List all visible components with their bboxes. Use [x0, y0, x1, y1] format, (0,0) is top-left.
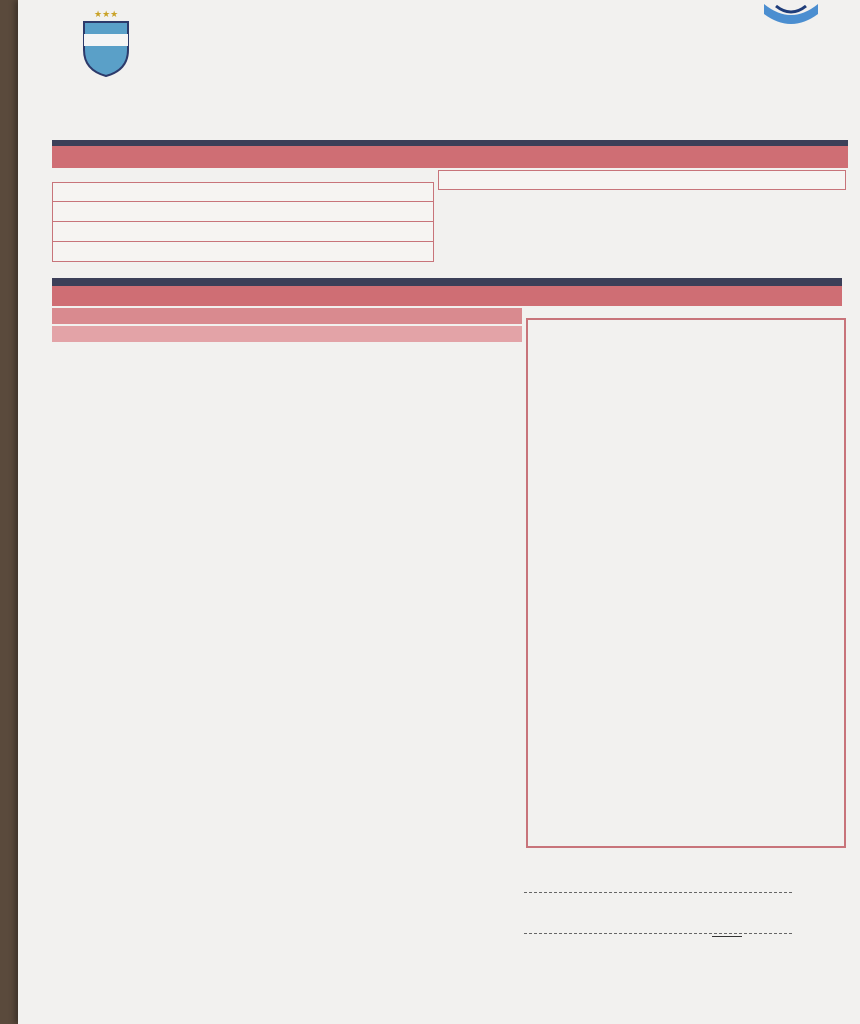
cap-number [712, 936, 742, 937]
asesor-row [438, 170, 846, 190]
team-band [52, 278, 842, 286]
afa-logo [80, 8, 132, 78]
asist1-row [52, 202, 434, 222]
svg-text:★★★: ★★★ [94, 9, 119, 19]
asist2-row [52, 222, 434, 242]
cuarto-row [52, 242, 434, 262]
dt-signature-line [524, 892, 792, 893]
arbitro-row [52, 182, 434, 202]
jugadores-bar [52, 308, 522, 324]
officials-title [52, 146, 848, 168]
primera-nacional-logo [736, 0, 846, 96]
column-header-row [52, 326, 522, 342]
team-header-bar [52, 286, 842, 306]
staff-panel [526, 318, 846, 848]
cap-signature-line [524, 933, 792, 934]
match-sheet [18, 0, 860, 1024]
